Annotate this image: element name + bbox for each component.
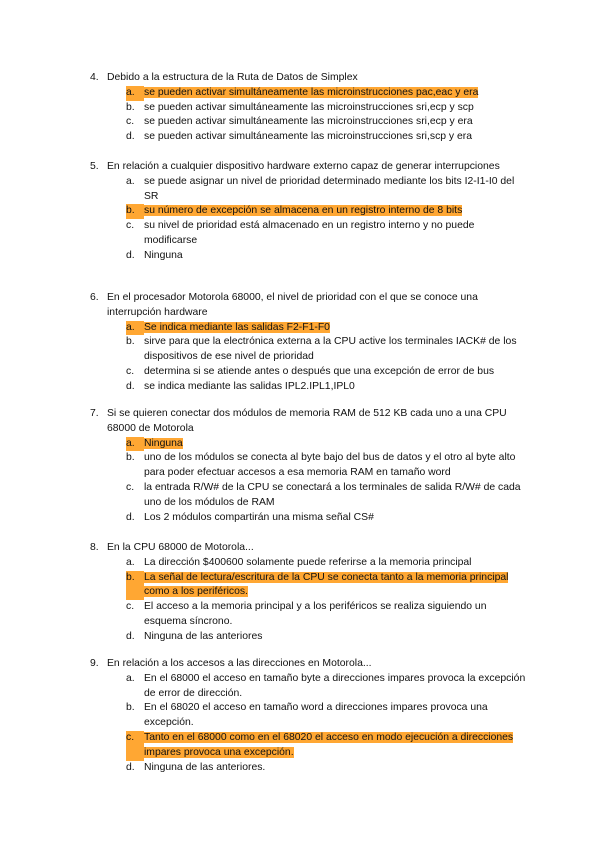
option-text: se pueden activar simultáneamente las microinstrucciones sri,ecp y scp (144, 101, 474, 113)
question-7 (90, 407, 530, 525)
option-text: se puede asignar un nivel de prioridad determinado mediante los bits I2-I1-I0 del SR (144, 175, 515, 202)
option-c (126, 600, 530, 630)
option-d (126, 249, 530, 264)
option-text: Ninguna de las anteriores (144, 630, 263, 642)
option-text: Se indica mediante las salidas F2-F1-F0 (144, 321, 330, 333)
option-text: se indica mediante las salidas IPL2.IPL1,IPL0 (144, 380, 355, 392)
option-a (126, 321, 530, 336)
option-text: Ninguna (144, 249, 183, 261)
option-text: En el 68020 el acceso en tamaño word a direcciones impares provoca una excepción. (144, 702, 488, 729)
option-letter: a. (126, 672, 135, 684)
question-number: 4. (90, 72, 99, 83)
question-number: 6. (90, 292, 99, 303)
question-number: 7. (90, 408, 99, 419)
question-5 (90, 160, 530, 264)
option-letter: a. (126, 175, 135, 187)
option-a (126, 175, 530, 205)
option-c (126, 115, 530, 130)
option-b (126, 571, 530, 601)
option-text: Ninguna (144, 437, 183, 449)
option-letter: c. (126, 481, 135, 493)
option-letter: d. (126, 630, 135, 642)
question-number: 8. (90, 542, 99, 553)
option-text: Tanto en el 68000 como en el 68020 el acceso en modo ejecución a direcciones impares provoca una excepción. (144, 731, 514, 758)
option-c (126, 481, 530, 511)
option-text: sirve para que la electrónica externa a la CPU active los terminales IACK# de los dispositivos de ese nivel de prioridad (144, 336, 517, 363)
option-d (126, 761, 530, 776)
option-text: su número de excepción se almacena en un registro interno de 8 bits (144, 205, 463, 217)
option-text: se pueden activar simultáneamente las microinstrucciones sri,ecp y era (144, 116, 473, 128)
option-a (126, 86, 530, 101)
option-letter: a. (126, 437, 144, 452)
option-letter: b. (126, 452, 135, 464)
option-c (126, 365, 530, 380)
option-a (126, 437, 530, 452)
option-b (126, 101, 530, 116)
option-text: su nivel de prioridad está almacenado en un registro interno y no puede modificarse (144, 220, 475, 246)
option-text: En el 68000 el acceso en tamaño byte a direcciones impares provoca la excepción de error de dirección. (144, 672, 526, 699)
option-a (126, 556, 530, 571)
option-letter: d. (126, 131, 135, 143)
question-4 (90, 71, 530, 145)
option-letter: c. (126, 220, 135, 232)
question-9 (90, 657, 530, 775)
option-letter: c. (126, 601, 135, 613)
option-b (126, 204, 530, 219)
option-d (126, 130, 530, 145)
option-text: determina si se atiende antes o después que una excepción de error de bus (144, 365, 495, 377)
option-text: La señal de lectura/escritura de la CPU se conecta tanto a la memoria principal como a los periféricos. (144, 571, 509, 598)
question-text: Si se quieren conectar dos módulos de memoria RAM de 512 KB cada uno a una CPU 68000 de Motorola (107, 408, 507, 434)
question-text: En relación a cualquier dispositivo hardware externo capaz de generar interrupciones (107, 161, 500, 172)
option-c (126, 219, 530, 249)
option-letter: a. (126, 556, 135, 568)
option-text: Ninguna de las anteriores. (144, 761, 266, 773)
option-text: uno de los módulos se conecta al byte bajo del bus de datos y el otro al byte alto para poder efectuar accesos a esa memoria RAM en tamaño word (144, 452, 516, 479)
option-b (126, 451, 530, 481)
option-letter: d. (126, 249, 135, 261)
question-text: En relación a los accesos a las direcciones en Motorola... (107, 658, 372, 669)
option-text: El acceso a la memoria principal y a los periféricos se realiza siguiendo un esquema síncrono. (144, 601, 487, 627)
option-letter: b. (126, 336, 135, 348)
option-letter: a. (126, 321, 144, 336)
option-letter: d. (126, 380, 135, 392)
option-letter: c. (126, 365, 135, 377)
option-letter: c. (126, 116, 135, 128)
option-letter: b. (126, 571, 144, 601)
option-b (126, 701, 530, 731)
question-6 (90, 291, 530, 395)
option-text: la entrada R/W# de la CPU se conectará a los terminales de salida R/W# de cada uno de los módulos de RAM (144, 481, 521, 508)
option-b (126, 335, 530, 365)
option-c (126, 731, 530, 761)
option-letter: b. (126, 204, 144, 219)
option-letter: b. (126, 702, 135, 714)
question-8 (90, 541, 530, 645)
question-text: En la CPU 68000 de Motorola... (107, 542, 254, 553)
question-number: 5. (90, 161, 99, 172)
option-d (126, 630, 530, 645)
option-letter: a. (126, 86, 144, 101)
option-letter: c. (126, 731, 144, 761)
option-text: La dirección $400600 solamente puede referirse a la memoria principal (144, 556, 472, 568)
option-text: Los 2 módulos compartirán una misma señal CS# (144, 511, 374, 523)
option-letter: d. (126, 511, 135, 523)
option-d (126, 380, 530, 395)
option-letter: b. (126, 101, 135, 113)
option-a (126, 672, 530, 702)
question-text: En el procesador Motorola 68000, el nivel de prioridad con el que se conoce una interrupción hardware (107, 292, 478, 318)
option-text: se pueden activar simultáneamente las microinstrucciones pac,eac y era (144, 86, 479, 98)
option-letter: d. (126, 761, 135, 773)
question-number: 9. (90, 658, 99, 669)
option-d (126, 511, 530, 526)
option-text: se pueden activar simultáneamente las microinstrucciones sri,scp y era (144, 131, 473, 143)
question-text: Debido a la estructura de la Ruta de Datos de Simplex (107, 72, 358, 83)
